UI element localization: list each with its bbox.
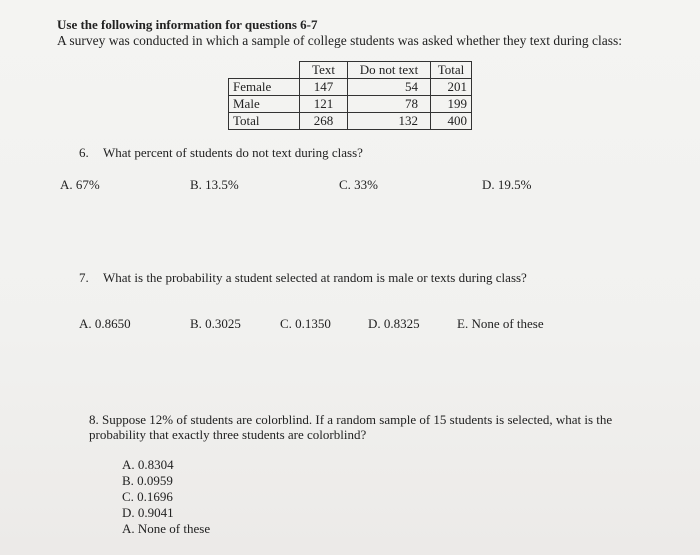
- table-cell: 54: [348, 79, 431, 96]
- table-cell: 147: [300, 79, 348, 96]
- section-heading: Use the following information for questions 6-7: [57, 17, 318, 32]
- q6-option-a: A. 67%: [60, 177, 100, 192]
- row-label: Male: [229, 96, 300, 113]
- column-header: Total: [431, 62, 472, 79]
- q7-text: What is the probability a student selected at random is male or texts during class?: [103, 270, 527, 285]
- q6-option-b: B. 13.5%: [190, 177, 239, 192]
- table-cell: 121: [300, 96, 348, 113]
- q7-option-a: A. 0.8650: [79, 316, 131, 331]
- table-cell: 400: [431, 113, 472, 130]
- row-label: Total: [229, 113, 300, 130]
- table-row: [229, 79, 472, 96]
- row-label: Female: [229, 79, 300, 96]
- q7-option-c: C. 0.1350: [280, 316, 331, 331]
- column-header: Text: [300, 62, 348, 79]
- q6-text: What percent of students do not text during class?: [103, 145, 363, 160]
- q7-number: 7.: [79, 270, 89, 285]
- q6-option-c: C. 33%: [339, 177, 378, 192]
- q8-text-line2: probability that exactly three students are colorblind?: [89, 427, 367, 442]
- q8-option-d: D. 0.9041: [122, 505, 174, 520]
- q7-option-e: E. None of these: [457, 316, 544, 331]
- table-cell: 199: [431, 96, 472, 113]
- q8-option-a: A. 0.8304: [122, 457, 174, 472]
- table-row: [229, 96, 472, 113]
- q8-option-c: C. 0.1696: [122, 489, 173, 504]
- survey-table: [228, 61, 472, 130]
- table-row: [229, 113, 472, 130]
- q7-option-b: B. 0.3025: [190, 316, 241, 331]
- table-cell: 201: [431, 79, 472, 96]
- survey-intro: A survey was conducted in which a sample of college students was asked whether they text during class:: [57, 33, 622, 48]
- table-header-row: [229, 62, 472, 79]
- table-cell: 78: [348, 96, 431, 113]
- table-corner: [229, 62, 300, 79]
- q8-text-line1: 8. Suppose 12% of students are colorblind. If a random sample of 15 students is selected, what is the: [89, 412, 613, 427]
- q8-option-b: B. 0.0959: [122, 473, 173, 488]
- column-header: Do not text: [348, 62, 431, 79]
- q6-number: 6.: [79, 145, 89, 160]
- table-cell: 268: [300, 113, 348, 130]
- q8-option-e: A. None of these: [122, 521, 211, 536]
- q6-option-d: D. 19.5%: [482, 177, 532, 192]
- table-cell: 132: [348, 113, 431, 130]
- q7-option-d: D. 0.8325: [368, 316, 420, 331]
